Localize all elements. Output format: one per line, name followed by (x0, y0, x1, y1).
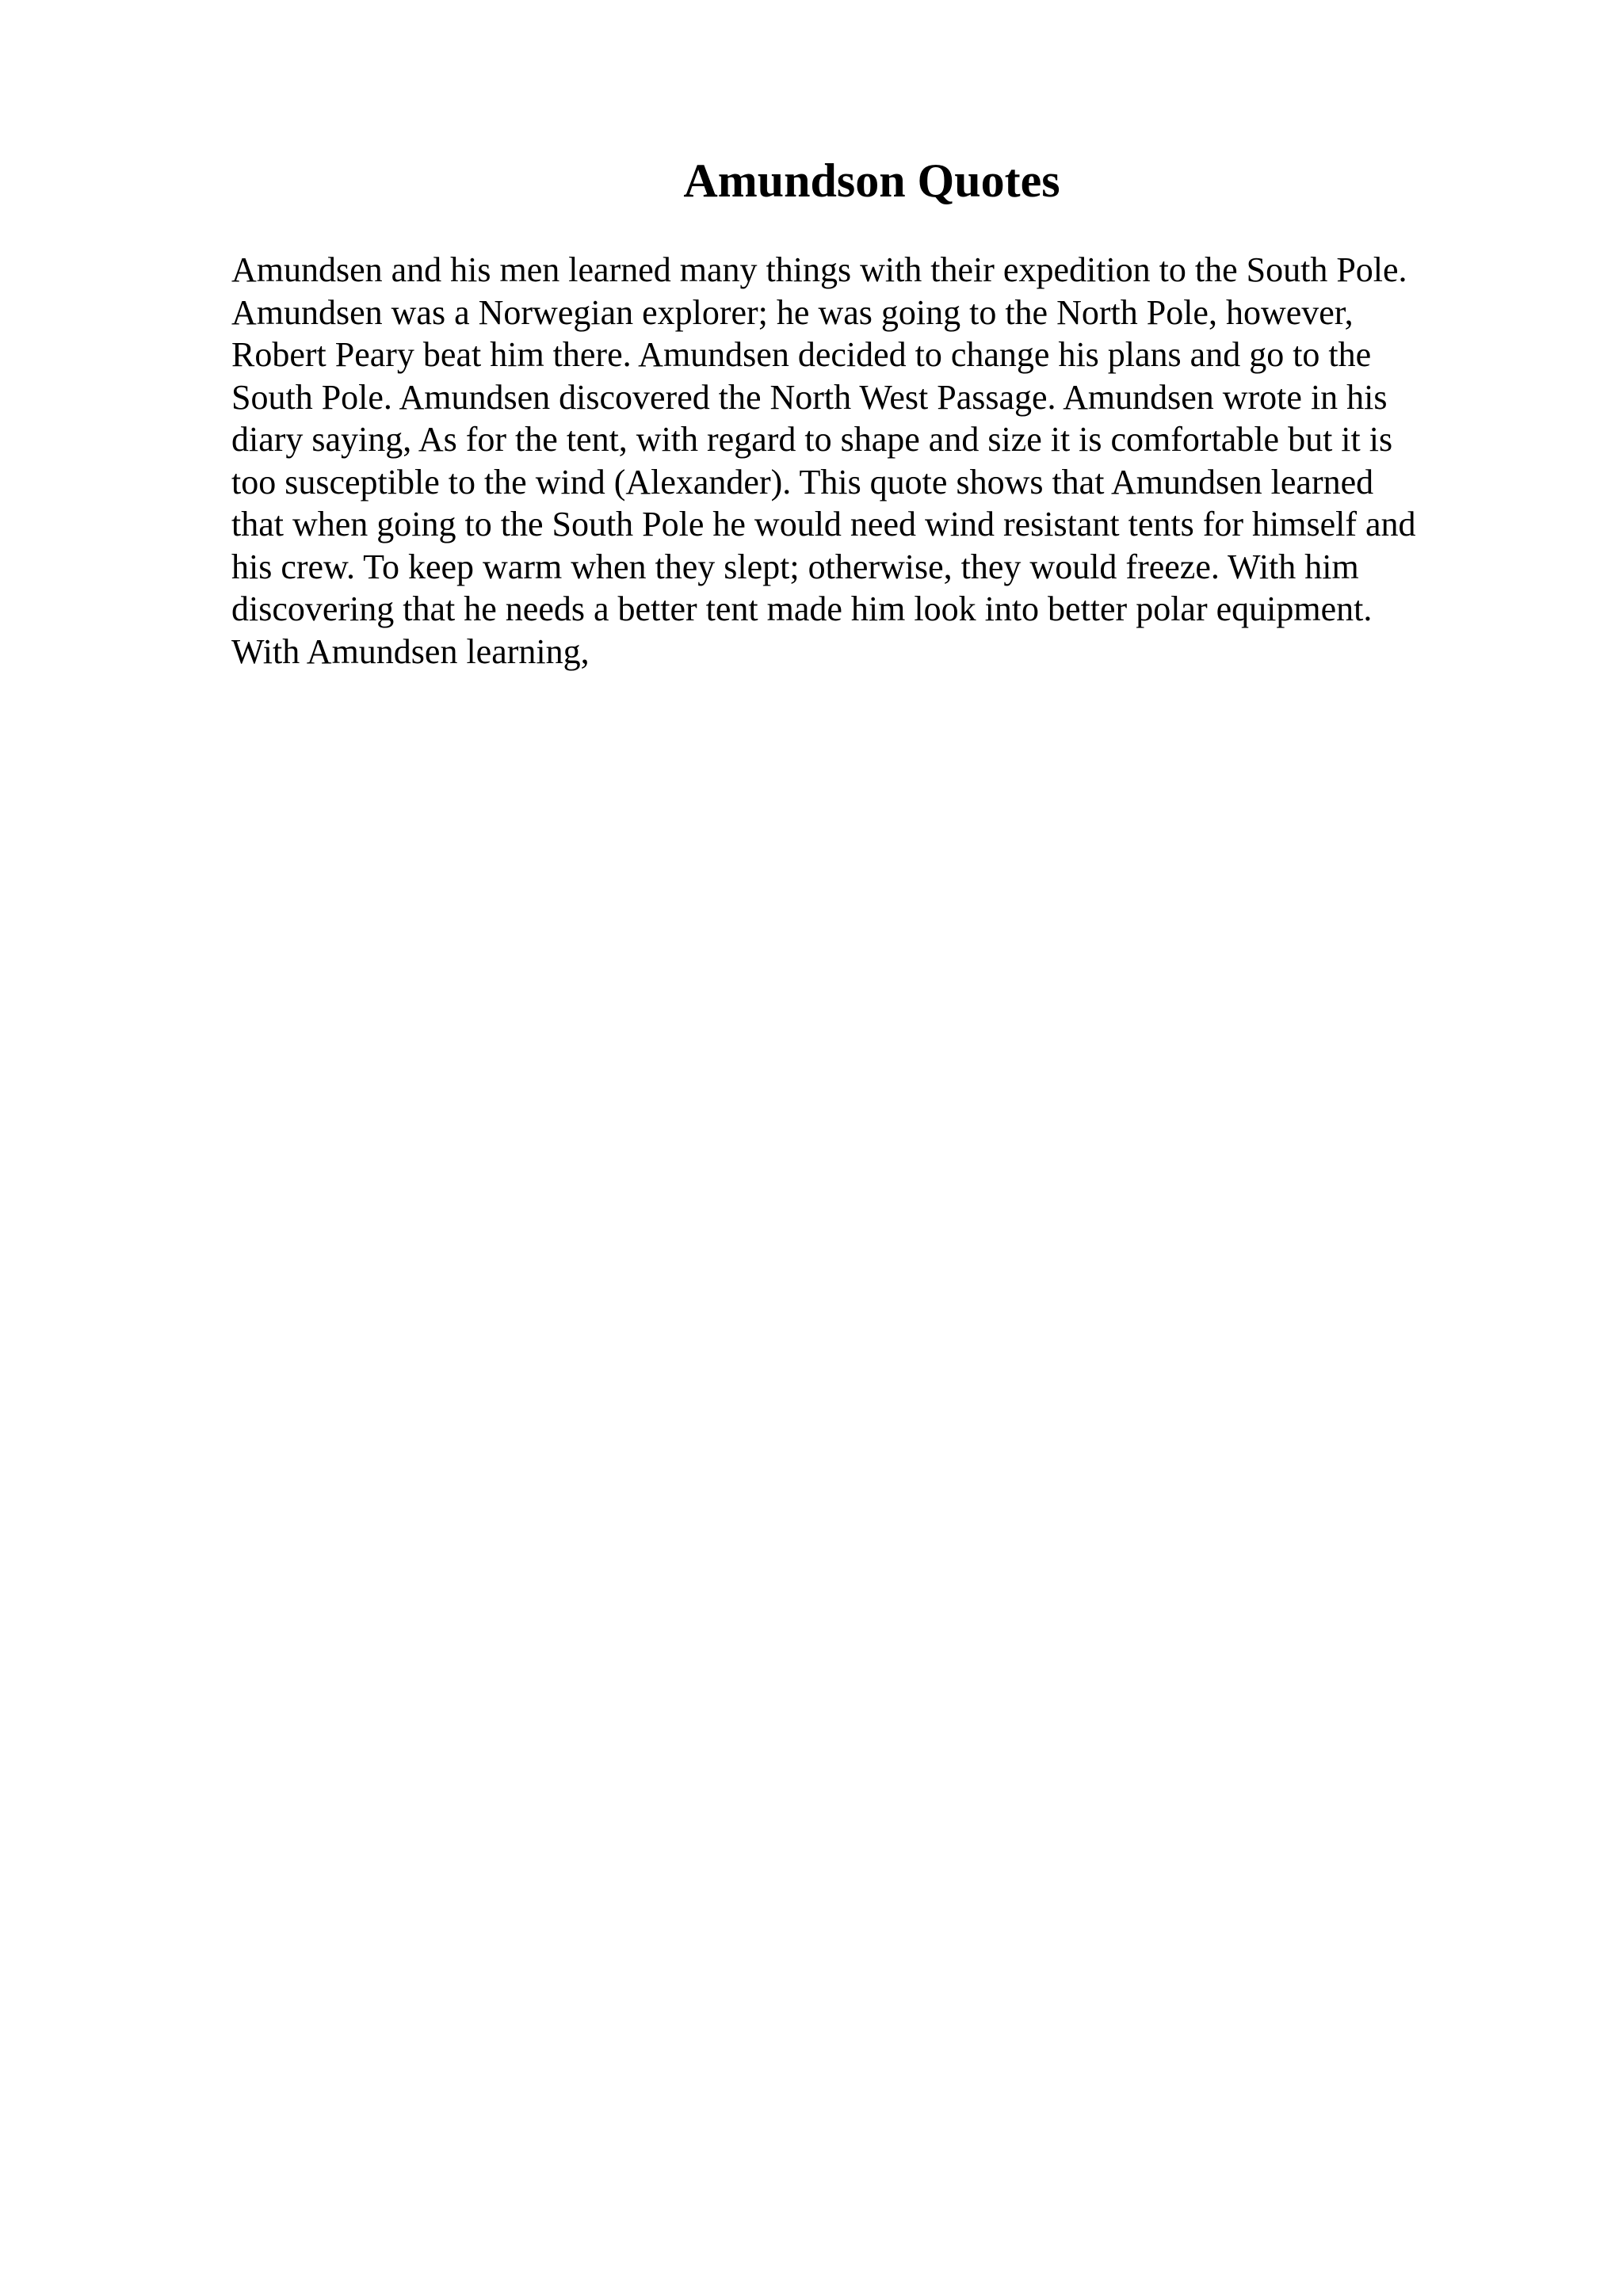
paragraph-line: that when going to the South Pole he would need wind resistant tents for himself and (231, 505, 1416, 543)
paragraph-line: diary saying, As for the tent, with regard to shape and size it is comfortable but it is (231, 420, 1393, 459)
paragraph-line: South Pole. Amundsen discovered the North West Passage. Amundsen wrote in his (231, 377, 1388, 417)
paragraph-line: his crew. To keep warm when they slept; otherwise, they would freeze. With him (231, 547, 1359, 586)
paragraph-line: Amundsen and his men learned many things with their expedition to the South Pole. (231, 250, 1407, 289)
page-title: Amundson Quotes (683, 154, 1060, 207)
paragraph-line: Amundsen was a Norwegian explorer; he was going to the North Pole, however, (231, 292, 1354, 332)
paragraph-line: Robert Peary beat him there. Amundsen decided to change his plans and go to the (231, 335, 1372, 374)
paragraph-line: With Amundsen learning, (231, 631, 590, 671)
paragraph-line: too susceptible to the wind (Alexander). This quote shows that Amundsen learned (231, 462, 1374, 502)
body-paragraph (231, 249, 1531, 673)
paragraph-line: discovering that he needs a better tent made him look into better polar equipment. (231, 589, 1373, 628)
